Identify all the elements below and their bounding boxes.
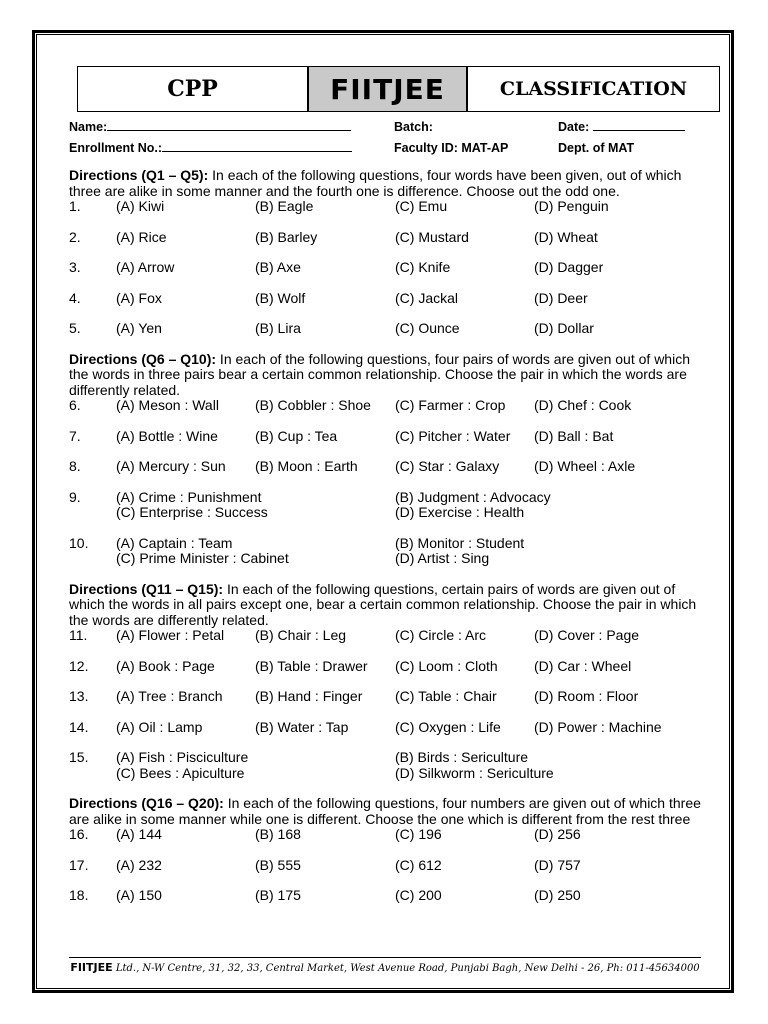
question-number: 18. [69,887,89,903]
question-row [69,429,704,445]
header-classification: CLASSIFICATION [499,78,688,100]
option-a: (A) Fish : Pisciculture [116,749,249,765]
option-c: (C) Loom : Cloth [395,657,498,674]
directions-body: In each of the following questions, certain pairs of words are given out of which the words in all pairs except one, bear a certain common relationship. Choose the pair in which the words are differently related. [69,580,697,628]
question-row [69,689,704,705]
option-d: (D) 256 [534,826,581,842]
question-number: 14. [69,718,89,735]
option-d: (D) Cover : Page [534,627,640,643]
question-row [69,230,704,246]
option-b: (B) Axe [255,259,301,275]
option-c: (C) 196 [395,826,442,842]
option-d: (D) Artist : Sing [395,550,490,566]
option-c: (C) Farmer : Crop [395,397,506,413]
question-row [69,720,704,736]
directions-label: Directions (Q6 – Q10): [69,350,217,367]
question-gap [69,521,704,536]
question-number: 9. [69,488,81,505]
questions-content [69,168,704,904]
directions-text [69,796,704,827]
directions-text [69,168,704,199]
directions-text [69,582,704,629]
option-b: (B) Barley [255,228,318,245]
fiitjee-logo: FIITJEE [307,67,468,111]
question-row [69,260,704,276]
question-gap [69,414,704,429]
option-d: (D) Dagger [534,259,604,275]
question-gap [69,873,704,888]
option-a: (A) Fox [116,289,162,306]
option-d: (D) Wheat [534,228,598,245]
enrollment-label: Enrollment No.: [69,141,163,155]
section-gap [69,337,704,352]
option-a: (A) Tree : Branch [116,688,223,704]
option-a: (A) Crime : Punishment [116,488,262,505]
question-row-continued [69,505,704,521]
option-b: (B) Cobbler : Shoe [255,397,371,413]
question-number: 16. [69,826,89,842]
option-b: (B) Wolf [255,289,306,306]
question-row [69,199,704,215]
option-c: (C) Ounce [395,320,460,336]
option-c: (C) Pitcher : Water [395,427,511,444]
option-c: (C) Enterprise : Success [116,504,268,520]
question-row [69,888,704,904]
option-b: (B) Table : Drawer [255,657,368,674]
option-c: (C) Table : Chair [395,688,497,704]
batch-field [394,120,433,134]
name-label: Name: [69,120,108,134]
option-a: (A) Flower : Petal [116,627,225,643]
option-c: (C) 200 [395,887,442,903]
name-field [69,120,351,134]
option-d: (D) Wheel : Axle [534,458,636,474]
option-c: (C) Knife [395,259,451,275]
option-b: (B) Moon : Earth [255,458,358,474]
directions-label: Directions (Q11 – Q15): [69,580,224,597]
question-gap [69,674,704,689]
option-d: (D) Dollar [534,320,594,336]
option-c: (C) Oxygen : Life [395,718,501,735]
option-c: (C) Star : Galaxy [395,458,500,474]
option-d: (D) Power : Machine [534,718,662,735]
option-c: (C) Bees : Apiculture [116,764,245,781]
date-line [593,120,685,131]
question-gap [69,735,704,750]
option-a: (A) Arrow [116,259,175,275]
footer-rule [69,957,701,958]
directions-body: In each of the following questions, four pairs of words are given out of which the words in three pairs bear a certain common relationship. Choose the pair in which the words are differently related. [69,350,690,398]
option-b: (B) Hand : Finger [255,688,363,704]
question-number: 11. [69,627,88,643]
question-number: 7. [69,427,81,444]
option-b: (B) 168 [255,826,301,842]
option-a: (A) Yen [116,320,162,336]
option-d: (D) Silkworm : Sericulture [395,764,554,781]
directions-body: In each of the following questions, four numbers are given out of which three are alike in some manner while one is different. Choose the one which is different from the rest three [69,795,701,827]
enrollment-line [162,141,352,152]
batch-label: Batch: [394,120,433,134]
question-number: 3. [69,259,81,275]
question-row [69,398,704,414]
option-a: (A) Oil : Lamp [116,718,203,735]
question-row [69,858,704,874]
option-d: (D) Deer [534,289,588,306]
question-gap [69,444,704,459]
question-number: 6. [69,397,81,413]
question-number: 8. [69,458,81,474]
question-gap [69,215,704,230]
question-number: 2. [69,228,81,245]
option-a: (A) Book : Page [116,657,215,674]
question-row-continued [69,551,704,567]
question-gap [69,843,704,858]
directions-label: Directions (Q16 – Q20): [69,795,224,811]
option-b: (B) Water : Tap [255,718,349,735]
question-number: 5. [69,320,81,336]
footer-brand: FIITJEE [70,961,113,974]
option-d: (D) Ball : Bat [534,427,614,444]
directions-text [69,352,704,399]
option-d: (D) 757 [534,856,581,873]
option-a: (A) Kiwi [116,198,165,214]
enrollment-field [69,141,352,155]
question-row [69,321,704,337]
question-row [69,827,704,843]
option-b: (B) Chair : Leg [255,627,347,643]
option-b: (B) 555 [255,856,301,873]
header-box [77,66,720,112]
question-row-continued [69,766,704,782]
question-row [69,490,704,506]
question-row [69,750,704,766]
option-a: (A) Mercury : Sun [116,458,226,474]
section-gap [69,567,704,582]
option-a: (A) Rice [116,228,167,245]
question-number: 13. [69,688,89,704]
option-a: (A) Captain : Team [116,534,233,551]
section-gap [69,781,704,796]
option-d: (D) Chef : Cook [534,397,632,413]
option-a: (A) 232 [116,856,162,873]
option-b: (B) Judgment : Advocacy [395,488,551,505]
question-gap [69,245,704,260]
department: Dept. of MAT [558,141,635,155]
date-field [558,120,685,134]
option-c: (C) Prime Minister : Cabinet [116,550,289,566]
option-b: (B) Birds : Sericulture [395,749,529,765]
question-row [69,459,704,475]
option-a: (A) 144 [116,826,162,842]
option-c: (C) Jackal [395,289,459,306]
option-a: (A) 150 [116,887,162,903]
option-d: (D) Room : Floor [534,688,639,704]
question-row [69,659,704,675]
question-number: 1. [69,198,81,214]
question-number: 17. [69,856,89,873]
question-gap [69,276,704,291]
option-c: (C) Circle : Arc [395,627,486,643]
question-gap [69,644,704,659]
footer [69,961,701,974]
option-d: (D) Car : Wheel [534,657,632,674]
directions-label: Directions (Q1 – Q5): [69,167,209,183]
option-d: (D) Penguin [534,198,609,214]
option-d: (D) Exercise : Health [395,504,525,520]
option-c: (C) 612 [395,856,442,873]
option-b: (B) Monitor : Student [395,534,525,551]
question-number: 15. [69,749,89,765]
question-gap [69,306,704,321]
option-b: (B) 175 [255,887,301,903]
option-a: (A) Bottle : Wine [116,427,218,444]
option-b: (B) Cup : Tea [255,427,338,444]
question-row [69,628,704,644]
option-c: (C) Emu [395,198,448,214]
question-number: 12. [69,657,89,674]
question-row [69,291,704,307]
header-cpp: CPP [167,76,218,102]
option-b: (B) Eagle [255,198,314,214]
footer-address: Ltd., N-W Centre, 31, 32, 33, Central Market, West Avenue Road, Punjabi Bagh, New Delhi - 26, Ph: 011-45634000 [112,963,700,974]
option-d: (D) 250 [534,887,581,903]
date-label: Date: [558,120,590,134]
question-number: 4. [69,289,81,306]
name-line [107,120,351,131]
option-b: (B) Lira [255,320,301,336]
question-row [69,536,704,552]
directions-body: In each of the following questions, four words have been given, out of which three are alike in some manner and the fourth one is difference. Choose out the odd one. [69,167,682,199]
faculty-id: Faculty ID: MAT-AP [394,141,509,155]
question-gap [69,475,704,490]
option-a: (A) Meson : Wall [116,397,219,413]
option-c: (C) Mustard [395,228,469,245]
question-gap [69,705,704,720]
question-number: 10. [69,534,89,551]
